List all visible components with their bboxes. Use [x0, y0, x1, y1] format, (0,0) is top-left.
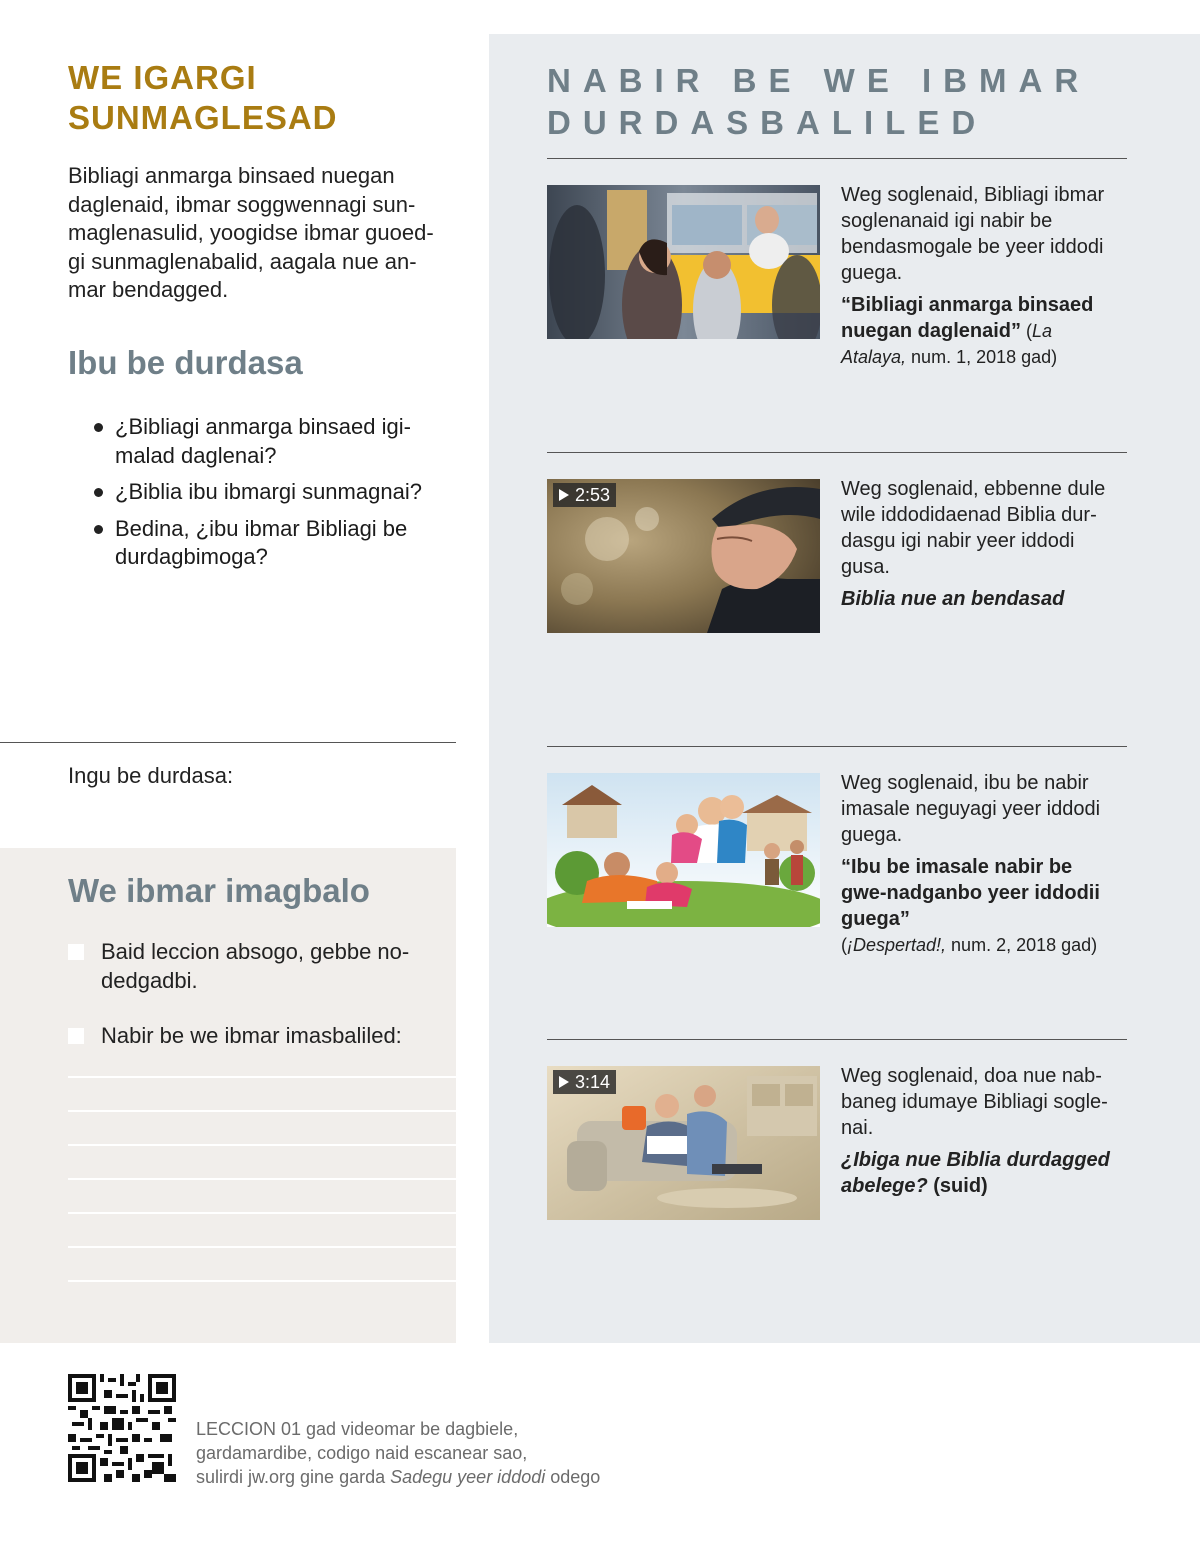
video-thumbnail[interactable]: [547, 479, 820, 633]
play-icon: [559, 1076, 569, 1088]
item-source-publication: La Atalaya,: [841, 321, 1053, 367]
article-thumbnail[interactable]: [547, 773, 820, 927]
explore-title: NABIR BE WE IBMAR DURDASBALILED: [547, 62, 1091, 141]
footer-text-start: sulirdi jw.org gine garda: [196, 1467, 391, 1487]
family-illustration: [547, 773, 820, 927]
item-reference-title[interactable]: ¿Ibiga nue Biblia durdagged abelege?: [841, 1149, 1110, 1197]
footer-line: gardamardibe, codigo naid escanear sao,: [196, 1443, 528, 1463]
station-crowd-image: [547, 185, 820, 339]
divider: [547, 1039, 1127, 1040]
footer-line: LECCION 01 gad videomar be dagbiele,: [196, 1419, 519, 1439]
review-question: ¿Biblia ibu ibmargi sunmagnai?: [92, 478, 440, 507]
writing-line[interactable]: [68, 1110, 456, 1112]
review-question: ¿Bibliagi anmarga binsaed igi-malad daglenai?: [92, 413, 440, 470]
review-question: Bedina, ¿ibu ibmar Bibliagi be durdagbimoga?: [92, 515, 440, 572]
goal-label: Baid leccion absogo, gebbe no-dedgadbi.: [101, 939, 410, 993]
goal-checkbox[interactable]: [68, 944, 84, 960]
goals-panel: [0, 848, 456, 1343]
writing-line[interactable]: [68, 1246, 456, 1248]
goal-item: [68, 1022, 438, 1051]
item-description: Weg soglenaid, doa nue nab-baneg idumaye Bibliagi sogle-nai.: [841, 1065, 1108, 1139]
item-source: [841, 935, 1097, 955]
item-source-open: (: [841, 935, 847, 955]
item-source-issue: num. 1, 2018 gad): [906, 347, 1058, 367]
item-source-issue: num. 2, 2018 gad): [946, 935, 1098, 955]
video-duration: [553, 483, 616, 507]
writing-line[interactable]: [68, 1144, 456, 1146]
item-description: Weg soglenaid, ibu be nabir imasale neguyagi yeer iddodi guega.: [841, 772, 1101, 846]
duration-text: 3:14: [575, 1072, 611, 1092]
item-description: Weg soglenaid, ebbenne dule wile iddodidaenad Biblia dur-dasgu igi nabir yeer iddodi gusa.: [841, 478, 1106, 578]
qr-code[interactable]: [68, 1374, 176, 1482]
summary-body: Bibliagi anmarga binsaed nuegan daglenaid, ibmar soggwennagi sun-maglenasulid, yoogidse ibmar guoed-gi sunmaglenabalid, aagala nue an-mar bendagged.: [68, 163, 434, 302]
goals-title: We ibmar imagbalo: [68, 872, 370, 909]
article-text: [841, 182, 1121, 370]
item-reference[interactable]: [841, 292, 1121, 370]
item-reference[interactable]: [841, 854, 1121, 958]
goal-label: Nabir be we ibmar imasbaliled:: [101, 1023, 402, 1048]
goal-checkbox[interactable]: [68, 1028, 84, 1044]
writing-line[interactable]: [68, 1212, 456, 1214]
footer-text-end: odego: [545, 1467, 601, 1487]
divider: [547, 158, 1127, 159]
explore-panel: [489, 34, 1200, 1343]
article-text: [841, 770, 1121, 958]
video-thumbnail[interactable]: [547, 1066, 820, 1220]
divider: [547, 746, 1127, 747]
play-icon: [559, 489, 569, 501]
left-column: [0, 0, 456, 1343]
duration-text: 2:53: [575, 485, 611, 505]
writing-line[interactable]: [68, 1280, 456, 1282]
item-reference-suffix: (suid): [927, 1175, 988, 1197]
writing-line[interactable]: [68, 1076, 456, 1078]
item-reference[interactable]: Biblia nue an bendasad: [841, 588, 1065, 610]
footer-line: [196, 1465, 696, 1489]
divider: [547, 452, 1127, 453]
item-reference-title[interactable]: “Bibliagi anmarga binsaed nuegan daglenaid”: [841, 294, 1094, 342]
item-reference-title[interactable]: “Ibu be imasale nabir be gwe-nadganbo yeer iddodii guega”: [841, 856, 1100, 930]
video-duration: [553, 1070, 616, 1094]
ask-label: Ingu be durdasa:: [68, 763, 234, 788]
item-source-publication: ¡Despertad!,: [847, 935, 947, 955]
summary-title: WE IGARGI SUNMAGLESAD: [68, 59, 338, 136]
video-text: [841, 1063, 1121, 1199]
item-description: Weg soglenaid, Bibliagi ibmar soglenanaid igi nabir be bendasmogale be yeer iddodi guega.: [841, 184, 1105, 284]
divider: [0, 742, 456, 743]
item-reference[interactable]: [841, 1147, 1121, 1199]
goal-item: [68, 938, 438, 995]
item-source-open: (: [1021, 321, 1033, 341]
video-text: [841, 476, 1121, 612]
writing-line[interactable]: [68, 1178, 456, 1180]
article-thumbnail[interactable]: [547, 185, 820, 339]
review-questions: [92, 413, 440, 580]
footer-note: [196, 1417, 696, 1489]
footer-publication[interactable]: Sadegu yeer iddodi: [390, 1467, 546, 1487]
review-title: Ibu be durdasa: [68, 344, 303, 381]
